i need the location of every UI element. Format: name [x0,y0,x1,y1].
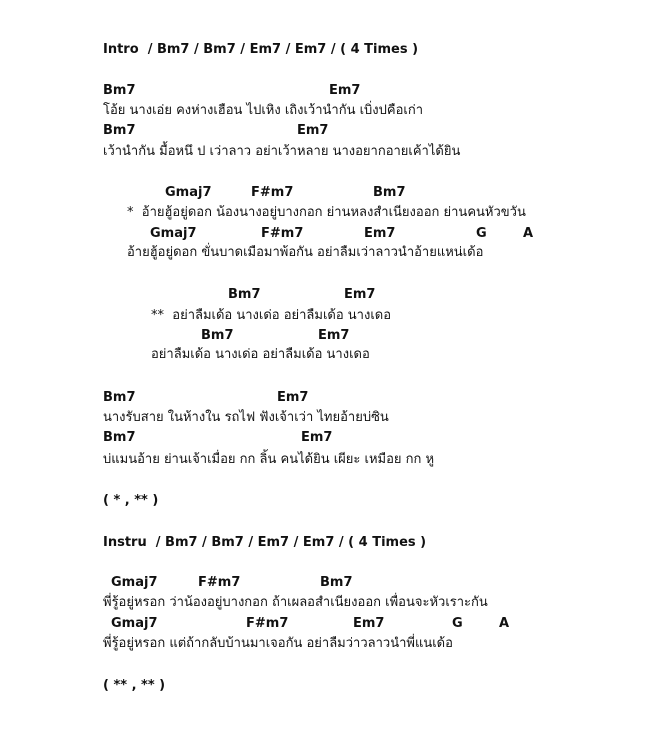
chord: Gmaj7 [111,616,158,631]
lyric-line: อย่าลืมเด้อ นางเด่อ อย่าลืมเด้อ นางเดอ [151,347,370,362]
repeat-marker: ( * , ** ) [103,493,159,508]
chord: Bm7 [103,123,136,138]
chord: G [452,616,463,631]
repeat-marker: ( ** , ** ) [103,678,166,693]
lyric-line: พี่รู้อยู่หรอก ว่าน้องอยู่บางกอก ถ้าเผลอสำเนียงออก เพื่อนจะหัวเราะกัน [103,595,488,610]
chord: Gmaj7 [165,185,212,200]
lyric-line: เว้านำกัน มื้อหนึ ป เว่าลาว อย่าเว้าหลาย นางอยากอายเค้าได้ยิน [103,144,461,159]
lyric-line: อ้ายฮู้อยู่ดอก ขั่นบาดเมือมาพ้อกัน อย่าลืมเว่าลาวนำอ้ายแหน่เด้อ [127,245,484,260]
chord: Em7 [297,123,329,138]
chord: Em7 [344,287,376,302]
lyric-line: พี่รู้อยู่หรอก แต่ถ้ากลับบ้านมาเจอกัน อย่าลืมว่าวลาวนำพี่แนเด้อ [103,636,453,651]
chord: Em7 [329,83,361,98]
chord: A [499,616,510,631]
chord: Em7 [364,226,396,241]
lyric-line: * อ้ายฮู้อยู่ดอก น้องนางอยู่บางกอก ย่านหลงสำเนียงออก ย่านคนหัวขวัน [127,205,526,220]
chord: Bm7 [103,83,136,98]
lyric-line: โอ้ย นางเอ่ย คงห่างเฮือน ไปเหิง เถิงเว้านำกัน เบิ่งปคือเก่า [103,103,424,118]
chord: F#m7 [251,185,294,200]
intro-line: Intro / Bm7 / Bm7 / Em7 / Em7 / ( 4 Times ) [103,42,419,57]
chord: Bm7 [103,390,136,405]
chord: Em7 [301,430,333,445]
chord: Gmaj7 [150,226,197,241]
chord: Bm7 [228,287,261,302]
chord: Em7 [277,390,309,405]
chord: Em7 [318,328,350,343]
chord: Bm7 [373,185,406,200]
chord: F#m7 [246,616,289,631]
chord: G [476,226,487,241]
chord: F#m7 [198,575,241,590]
lyric-line: นางรับสาย ในห้างใน รถไฟ ฟังเจ้าเว่า ไทยอ้ายบ่ซิน [103,410,389,425]
lyric-line: ** อย่าลืมเด้อ นางเด่อ อย่าลืมเด้อ นางเดอ [151,308,392,323]
chord: Em7 [353,616,385,631]
chord: A [523,226,534,241]
chord: Gmaj7 [111,575,158,590]
chord: Bm7 [201,328,234,343]
chord: F#m7 [261,226,304,241]
lyric-line: บ่แมนอ้าย ย่านเจ้าเมื่อย กก ลิ้น คนได้ยิน เผียะ เหมือย กก หู [103,452,435,467]
instru-line: Instru / Bm7 / Bm7 / Em7 / Em7 / ( 4 Times ) [103,535,427,550]
chord: Bm7 [320,575,353,590]
chord: Bm7 [103,430,136,445]
